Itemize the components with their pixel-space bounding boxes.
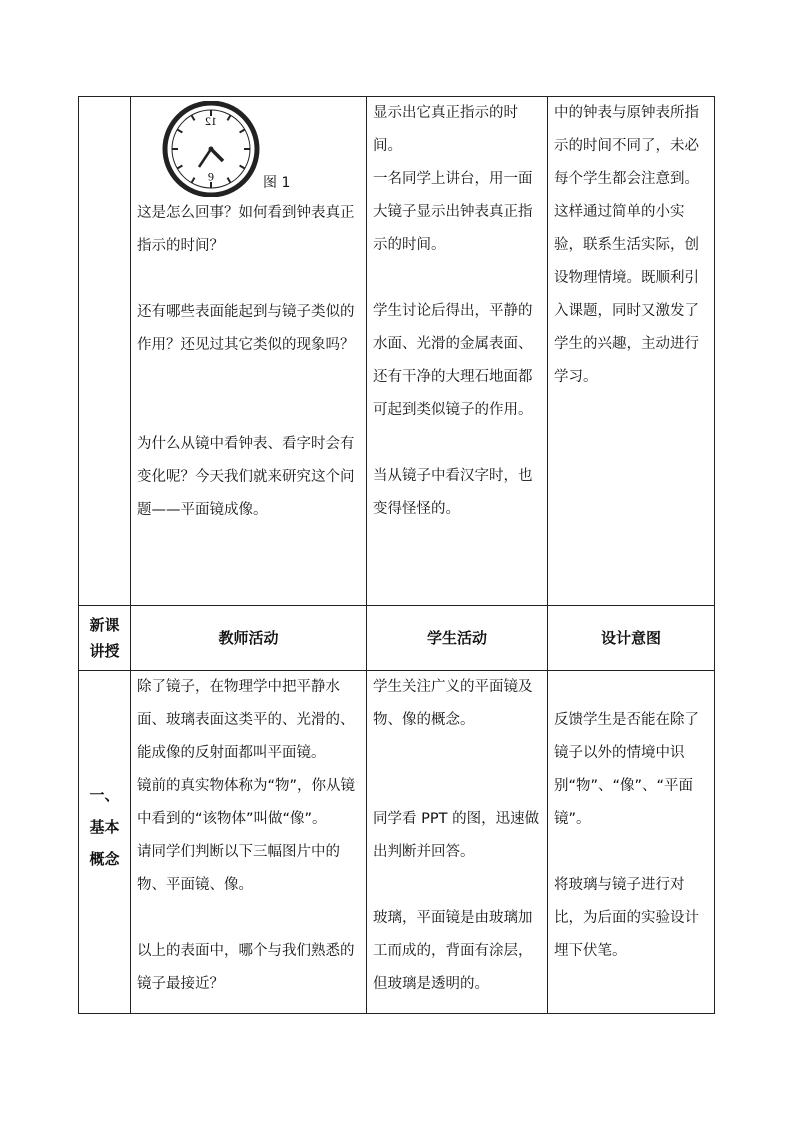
concept-student-cell — [367, 671, 548, 1014]
concept-section-cell — [79, 671, 131, 1014]
concept-row — [79, 671, 715, 1014]
teacher-object-image: 镜前的真实物体称为“物”，你从镜中看到的“该物体”叫做“像”。 — [137, 778, 356, 827]
teacher-question-clock: 这是怎么回事？如何看到钟表真正指示的时间？ — [137, 205, 355, 254]
concept-design-cell — [548, 671, 715, 1014]
header-row — [79, 606, 715, 671]
clock-number-6: 6 — [208, 170, 214, 184]
header-student: 学生活动 — [367, 606, 548, 671]
design-concept-1: 反馈学生是否能在除了镜子以外的情境中识别“物”、“像”、“平面镜”。 — [554, 712, 699, 827]
intro-row — [79, 97, 715, 606]
teacher-definition: 除了镜子，在物理学中把平静水面、玻璃表面这类平的、光滑的、能成像的反射面都叫平面镜。 — [137, 679, 355, 761]
intro-design-cell — [548, 97, 715, 606]
teacher-question-surfaces: 还有哪些表面能起到与镜子类似的作用？还见过其它类似的现象吗？ — [137, 304, 355, 353]
concept-teacher-cell — [131, 671, 367, 1014]
design-text-2: 这样通过简单的小实验，联系生活实际，创设物理情境。既顺利引入课题，同时又激发了学生的兴趣，主动进行学习。 — [554, 204, 699, 385]
student-text-4: 当从镜子中看汉字时，也变得怪怪的。 — [373, 468, 533, 517]
design-text-1: 中的钟表与原钟表所指示的时间不同了，未必每个学生都会注意到。 — [554, 105, 699, 187]
teacher-task: 请同学们判断以下三幅图片中的物、平面镜、像。 — [137, 844, 340, 893]
header-teacher: 教师活动 — [131, 606, 367, 671]
student-text-3: 学生讨论后得出，平静的水面、光滑的金属表面、还有干净的大理石地面都可起到类似镜子的作用。 — [373, 303, 533, 418]
student-concept-3: 玻璃，平面镜是由玻璃加工而成的，背面有涂层，但玻璃是透明的。 — [373, 910, 533, 992]
student-concept-2: 同学看 PPT 的图，迅速做出判断并回答。 — [373, 811, 540, 860]
mirrored-clock-figure — [131, 97, 366, 197]
intro-section-cell — [79, 97, 131, 606]
mirror-clock-icon — [159, 101, 263, 197]
teacher-topic-intro: 为什么从镜中看钟表、看字时会有变化呢？今天我们就来研究这个问题——平面镜成像。 — [137, 436, 355, 518]
design-concept-2: 将玻璃与镜子进行对比，为后面的实验设计埋下伏笔。 — [554, 877, 699, 959]
header-section — [79, 606, 131, 671]
section-name: 基本概念 — [89, 818, 120, 868]
student-concept-1: 学生关注广义的平面镜及物、像的概念。 — [373, 679, 533, 728]
clock-number-12: 12 — [205, 114, 217, 128]
intro-student-cell — [367, 97, 548, 606]
intro-teacher-cell — [131, 97, 367, 606]
figure-caption: 图 1 — [263, 175, 291, 191]
section-number: 一、 — [89, 786, 120, 804]
student-text-2: 一名同学上讲台，用一面大镜子显示出钟表真正指示的时间。 — [373, 171, 533, 253]
student-text-1: 显示出它真正指示的时间。 — [373, 105, 518, 154]
header-section-label: 新课讲授 — [89, 616, 120, 660]
teacher-question-closest: 以上的表面中，哪个与我们熟悉的镜子最接近？ — [137, 943, 355, 992]
header-design: 设计意图 — [548, 606, 715, 671]
lesson-plan-table — [78, 96, 715, 1014]
